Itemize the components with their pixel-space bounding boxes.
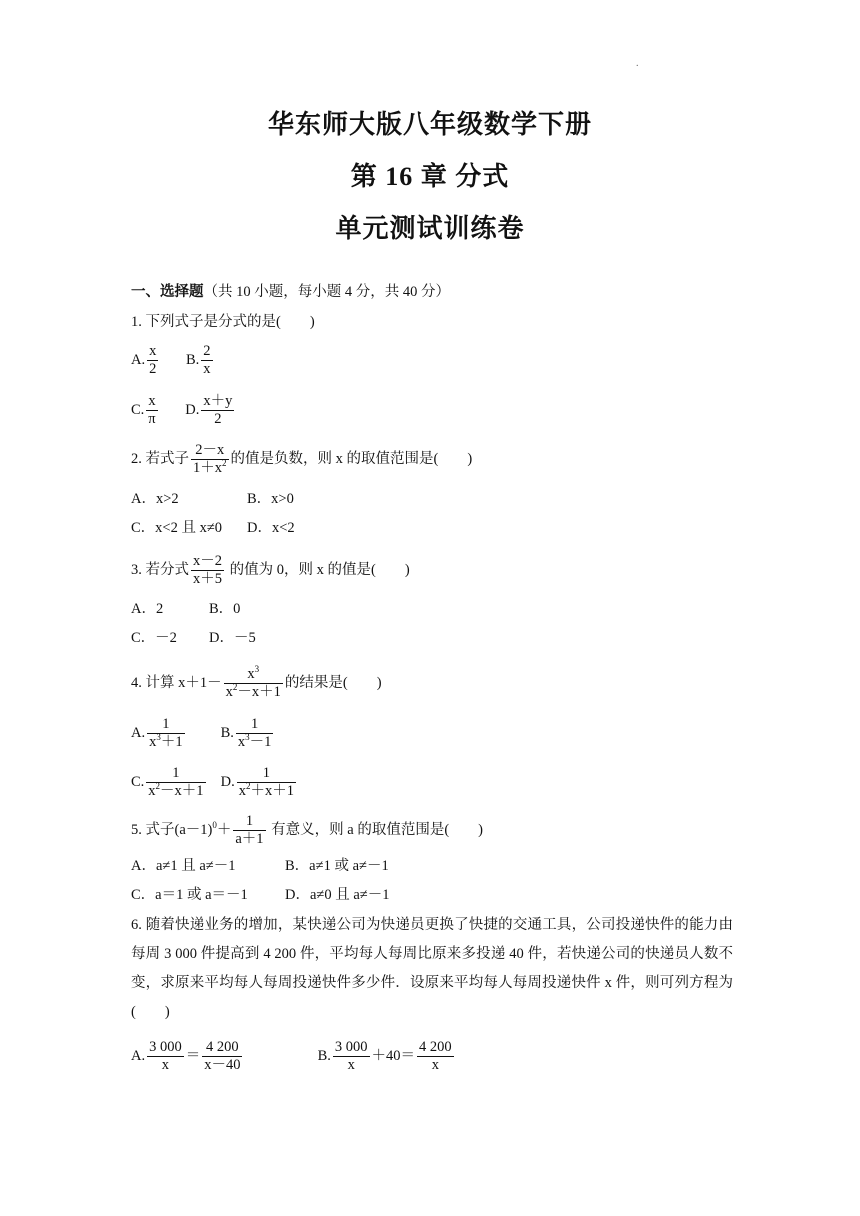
fraction: $\frac{1}{x^2-x+1}$: [148, 765, 204, 799]
q5-option-d: D．a≠0 且 a≠－1: [285, 887, 390, 903]
q2-option-a: A．x>2: [131, 491, 179, 507]
fraction: $\frac{2}{x}$: [203, 343, 211, 377]
q3-option-b: B．0: [209, 601, 241, 617]
doc-title: 华东师大版八年级数学下册: [267, 110, 592, 139]
fraction: $\frac{4 200}{x-40}$: [204, 1039, 241, 1073]
q2-option-c: C．x<2 且 x≠0: [131, 520, 223, 536]
q6-options: [131, 1039, 456, 1074]
q4-options-cd: [131, 765, 298, 800]
fraction: $\frac{x-2}{x+5}$: [193, 553, 222, 587]
fraction: $\frac{4 200}{x}$: [419, 1039, 452, 1073]
q4-stem: 4. 计算 x＋1－ $\frac{x^3}{x^2-x+1}$ 的结果是( ): [131, 664, 382, 700]
q2-stem: 2. 若式子 $\frac{2-x}{1+x^2}$ 的值是负数，则 x 的取值范围是( ): [131, 442, 473, 476]
q4-options-ab: [131, 716, 275, 751]
q1-option-a: A. $\frac{x}{2}$: [131, 343, 157, 377]
section-heading-line: [131, 282, 450, 302]
q2-option-d: D．x<2: [247, 520, 295, 536]
q4-option-b: B. $\frac{1}{x^3-1}$: [220, 716, 272, 750]
q5-option-c: C．a＝1 或 a＝－1: [131, 887, 248, 903]
fraction: $\frac{1}{x^3-1}$: [237, 716, 272, 750]
doc-subtitle: 单元测试训练卷: [335, 214, 525, 243]
fraction: $\frac{3 000}{x}$: [149, 1039, 182, 1073]
q1-stem: 1. 下列式子是分式的是( ): [131, 314, 315, 330]
q2-option-b: B．x>0: [247, 491, 294, 507]
q3-option-d: D．－5: [209, 630, 256, 646]
page-mark: .: [636, 58, 639, 69]
fraction: $\frac{1}{x^3+1}$: [149, 716, 183, 750]
q5-option-b: B．a≠1 或 a≠－1: [285, 858, 389, 874]
q4-option-c: C. $\frac{1}{x^2-x+1}$: [131, 765, 204, 799]
q3-option-c: C．－2: [131, 630, 177, 646]
section-note: （共 10 小题，每小题 4 分，共 40 分）: [203, 284, 450, 300]
q5-stem: 5. 式子$(a-1)^0+$ $\frac{1}{a+1}$ 有意义，则 a 的取值范围是( ): [131, 813, 483, 847]
q4-option-d: D. $\frac{1}{x^2+x+1}$: [220, 765, 294, 799]
q2-options-ab: [131, 489, 294, 509]
fraction: $\frac{2-x}{1+x^2}$: [193, 442, 227, 476]
q6-option-b: B. $\frac{3 000}{x}$ ＋40＝ $\frac{4 200}{x}$: [317, 1039, 452, 1073]
q1-option-b: B. $\frac{2}{x}$: [185, 343, 211, 377]
q2-options-cd: [131, 518, 295, 538]
q3-options-ab: [131, 599, 240, 619]
fraction: $\frac{x^3}{x^2-x+1}$: [225, 664, 281, 700]
q3-options-cd: [131, 628, 256, 648]
q1-options-ab: [131, 343, 215, 378]
q1-options-cd: [131, 393, 236, 428]
q3-stem: 3. 若分式 $\frac{x-2}{x+5}$ 的值为 0，则 x 的值是( ): [131, 553, 410, 587]
q5-options-cd: [131, 885, 390, 905]
q4-option-a: A. $\frac{1}{x^3+1}$: [131, 716, 183, 750]
section-heading: 一、选择题: [131, 284, 204, 300]
q1-option-d: D. $\frac{x+y}{2}$: [185, 393, 233, 427]
fraction: $\frac{x}{2}$: [149, 343, 157, 377]
q3-option-a: A．2: [131, 601, 164, 617]
fraction: $\frac{x}{\pi}$: [148, 393, 156, 427]
q5-option-a: A．a≠1 且 a≠－1: [131, 858, 236, 874]
q5-options-ab: [131, 856, 389, 876]
q6-option-a: A. $\frac{3 000}{x}$ ＝ $\frac{4 200}{x-40}$: [131, 1039, 241, 1073]
fraction: $\frac{3 000}{x}$: [334, 1039, 368, 1073]
chapter-title: 第 16 章 分式: [350, 162, 510, 191]
fraction: $\frac{1}{a+1}$: [235, 813, 264, 847]
q6-stem: 6. 随着快递业务的增加，某快递公司为快递员更换了快捷的交通工具，公司投递快件的能力由每周 3 000 件提高到 4 200 件，平均每人每周比原来多投递 40 件，若快递公司的快递员人数不变，求原来平均每人每周投递快件多少件．设原来平均每人每周投递快件 x 件，则可列方程为( ): [131, 917, 733, 1020]
fraction: $\frac{1}{x^2+x+1}$: [238, 765, 294, 799]
fraction: $\frac{x+y}{2}$: [203, 393, 233, 427]
q1-option-c: C. $\frac{x}{\pi}$: [131, 393, 156, 427]
